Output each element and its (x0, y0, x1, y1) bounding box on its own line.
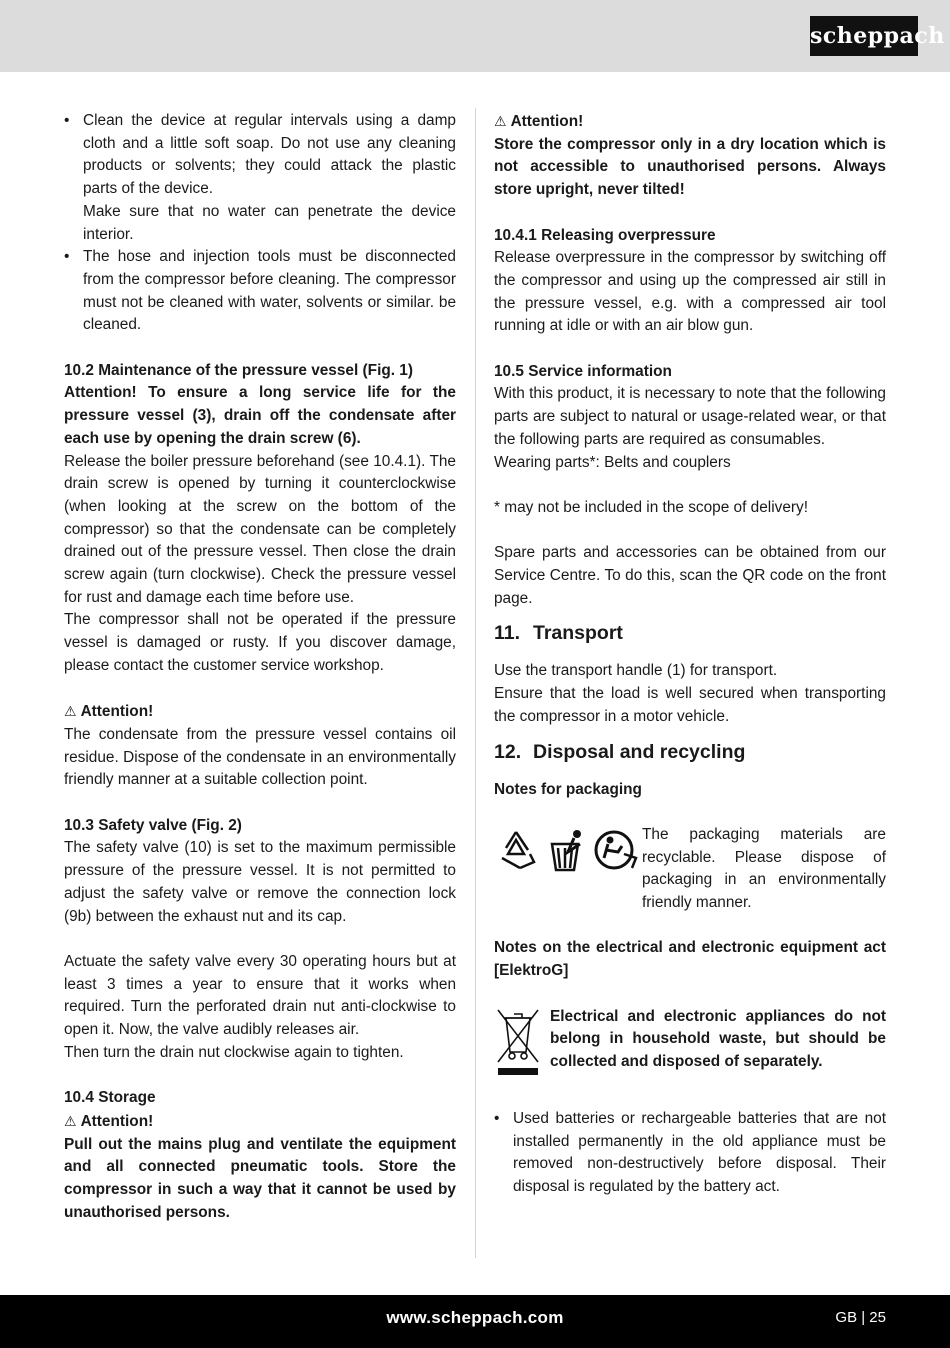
bold-warning: Electrical and electronic appliances do not belong in household waste, but should be collected and disposed of separately. (550, 1007, 886, 1070)
section-heading: Notes for packaging (494, 780, 642, 798)
attention-label: ⚠ Attention! (494, 110, 886, 134)
paragraph: Release the boiler pressure beforehand (see 10.4.1). The drain screw is opened by turning it counterclockwise (when looking at the screw on the bottom of the compressor) so that the condensate can be completely drained out of the pressure vessel. Then close the drain screw again (turn clockwise). Check the pressure vessel for rust and damage each time before use. (64, 452, 456, 606)
chapter-heading: 12. Disposal and recycling (494, 740, 746, 763)
bullet-text: Used batteries or rechargeable batteries that are not installed permanently in the old appliance must be removed non-destructively before disposal. Their disposal is regulated by the battery act. (513, 1109, 886, 1195)
paragraph: Wearing parts*: Belts and couplers (494, 453, 731, 471)
list-item (64, 246, 456, 337)
paragraph: With this product, it is necessary to note that the following parts are subject to natural or usage-related wear, or that the following parts are required as consumables. (494, 385, 886, 448)
paragraph: Spare parts and accessories can be obtained from our Service Centre. To do this, scan the QR code on the front page. (494, 544, 886, 607)
bold-warning: Store the compressor only in a dry location which is not accessible to unauthorised persons. Always store upright, never tilted! (494, 135, 886, 199)
left-column (64, 110, 456, 1224)
recycle-icon (494, 824, 642, 874)
list-item (494, 1108, 886, 1199)
page-header (0, 0, 950, 72)
section-heading: 10.3 Safety valve (Fig. 2) (64, 816, 242, 834)
page-footer (0, 1295, 950, 1348)
paragraph: The condensate from the pressure vessel contains oil residue. Dispose of the condensate in an environmentally friendly manner at a suitable collection point. (64, 725, 456, 789)
battery-bullets (494, 1108, 886, 1199)
section-heading: 10.2 Maintenance of the pressure vessel (Fig. 1) (64, 361, 413, 379)
cleaning-bullets (64, 110, 456, 337)
paragraph: Release overpressure in the compressor by switching off the compressor and using up the compressed air still in the pressure vessel, e.g. with a compressed air tool running at idle or with an air blow gun. (494, 249, 886, 335)
paragraph: The safety valve (10) is set to the maximum permissible pressure of the pressure vessel. It is not permitted to adjust the safety valve or remove the connection lock (9b) between the exhaust nut and its cap. (64, 839, 456, 925)
section-heading: 10.5 Service information (494, 362, 672, 380)
paragraph: Ensure that the load is well secured when transporting the compressor in a motor vehicle. (494, 685, 886, 725)
crossed-bin-icon (494, 1006, 550, 1086)
chapter-heading: 11. Transport (494, 622, 623, 645)
packaging-notice (494, 824, 886, 915)
page-number: GB | 25 (835, 1309, 886, 1326)
section-heading: Notes on the electrical and electronic equipment act [ElektroG] (494, 939, 886, 980)
recycling-icons (494, 824, 642, 874)
paragraph: Then turn the drain nut clockwise again to tighten. (64, 1043, 404, 1061)
bold-warning: Attention! To ensure a long service life for the pressure vessel (3), drain off the condensate after each use by opening the drain screw (6). (64, 384, 456, 447)
column-divider (475, 108, 476, 1258)
website-link[interactable]: www.scheppach.com (386, 1308, 564, 1327)
warning-triangle-icon: ⚠ (494, 113, 507, 129)
warning-triangle-icon: ⚠ (64, 1112, 77, 1129)
bullet-text: The hose and injection tools must be disconnected from the compressor before cleaning. The compressor must not be cleaned with water, solvents or similar. be cleaned. (83, 248, 456, 334)
bold-warning: Pull out the mains plug and ventilate the equipment and all connected pneumatic tools. Store the compressor in such a way that it cannot be used by unauthorised persons. (64, 1135, 456, 1221)
paragraph: * may not be included in the scope of delivery! (494, 498, 808, 516)
bullet-text: Clean the device at regular intervals using a damp cloth and a little soft soap. Do not use any cleaning products or solvents; they could attack the plastic parts of the device. (83, 112, 456, 198)
paragraph: Actuate the safety valve every 30 operating hours but at least 3 times a year to ensure that it works when required. Turn the perforated drain nut anti-clockwise to open it. Now, the valve audibly releases air. (64, 952, 456, 1039)
list-item (64, 110, 456, 246)
warning-triangle-icon: ⚠ (64, 703, 77, 720)
weee-notice (494, 1006, 886, 1086)
bullet-icon: • (64, 248, 70, 266)
attention-label: ⚠ Attention! (64, 1110, 456, 1134)
paragraph: Use the transport handle (1) for transport. (494, 662, 778, 680)
paragraph: The packaging materials are recyclable. Please dispose of packaging in an environmentally friendly manner. (642, 825, 886, 912)
right-column (494, 110, 886, 1199)
paragraph: The compressor shall not be operated if the pressure vessel is damaged or rusty. If you discover damage, please contact the customer service workshop. (64, 611, 456, 674)
section-heading: 10.4 Storage (64, 1089, 156, 1107)
section-heading: 10.4.1 Releasing overpressure (494, 226, 716, 244)
attention-label: ⚠ Attention! (64, 700, 456, 724)
brand-logo: scheppach (810, 16, 918, 56)
bullet-icon: • (64, 112, 70, 129)
bullet-text: Make sure that no water can penetrate the device interior. (83, 202, 456, 243)
bullet-icon: • (494, 1109, 500, 1127)
